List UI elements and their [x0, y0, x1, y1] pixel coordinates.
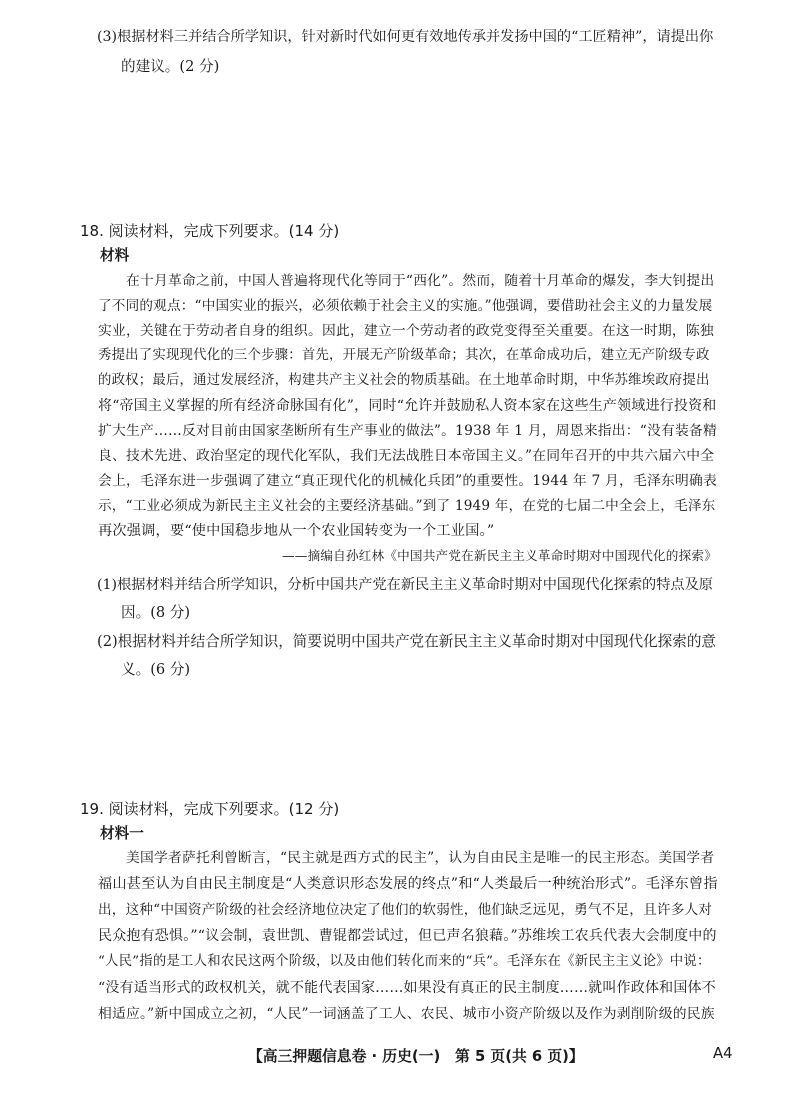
- q19-material-line: 相适应。”新中国成立之初，“人民”一词涵盖了工人、农民、城市小资产阶级以及作为剥削阶级的民族: [98, 1006, 715, 1022]
- q19-material-line: 美国学者萨托利曾断言，“民主就是西方式的民主”，认为自由民主是唯一的民主形态。美国学者: [126, 850, 715, 866]
- q17-part3-line-2: 的建议。(2 分): [121, 58, 220, 75]
- q19-material-line: 出，这种“中国资产阶级的社会经济地位决定了他们的软弱性，他们缺乏远见，勇气不足，且许多人对: [98, 902, 713, 918]
- q18-material-line: 再次强调，要“使中国稳步地从一个农业国转变为一个工业国。”: [98, 523, 495, 539]
- q18-material-line: 示，“工业必须成为新民主主义社会的主要经济基础。”到了 1949 年，在党的七届二中全会上，毛泽东: [98, 498, 716, 514]
- q18-material-line: 扩大生产……反对目前由国家垄断所有生产事业的做法”。1938 年 1 月，周恩来指出：“没有装备精: [98, 423, 718, 439]
- q18-material-line: 了不同的观点：“中国实业的振兴，必须依赖于社会主义的实施。”他强调，要借助社会主义的力量发展: [98, 298, 713, 314]
- q19-material-line: 福山甚至认为自由民主制度是“人类意识形态发展的终点”和“人类最后一种统治形式”。毛泽东曾指: [98, 876, 718, 892]
- q18-material-line: 在十月革命之前，中国人普遍将现代化等同于“西化”。然而，随着十月革命的爆发，李大钊提出: [126, 273, 715, 289]
- q18-material-line: 秀提出了实现现代化的三个步骤：首先，开展无产阶级革命；其次，在革命成功后，建立无产阶级专政: [98, 348, 710, 363]
- q18-material-line: 会上，毛泽东进一步强调了建立“真正现代化的机械化兵团”的重要性。1944 年 7 月，毛泽东明确表: [98, 473, 718, 489]
- q19-material-line: “人民”指的是工人和农民这两个阶级，以及由他们转化而来的“兵”。毛泽东在《新民主主义论》中说：: [98, 954, 711, 969]
- q18-material-line: 良、技术先进、政治坚定的现代化军队，我们无法战胜日本帝国主义。”在同年召开的中共六届六中全: [98, 448, 715, 464]
- page-footer: [0, 1045, 800, 1067]
- q17-part3-line-1: (3)根据材料三并结合所学知识，针对新时代如何更有效地传承并发扬中国的“工匠精神”，请提出你: [97, 29, 714, 45]
- footer-paper-code: A4: [713, 1045, 733, 1062]
- q19-material-label: 材料一: [100, 825, 144, 842]
- q18-part2-line-2: 义。(6 分): [121, 661, 191, 678]
- q19-material-line: “没有适当形式的政权机关，就不能代表国家……如果没有真正的民主制度……就叫作政体和国体不: [98, 980, 716, 996]
- q18-part1-line-2: 因。(8 分): [121, 604, 191, 621]
- q18-material-line: 将“帝国主义掌握的所有经济命脉国有化”，同时“允许并鼓励私人资本家在这些生产领域进行投资和: [98, 398, 717, 414]
- footer-title: 【高三押题信息卷 · 历史(一) 第 5 页(共 6 页)】: [248, 1048, 584, 1065]
- q18-material-line: 的政权；最后，通过发展经济，构建共产主义社会的物质基础。在土地革命时期，中华苏维埃政府提出: [98, 373, 710, 388]
- q19-heading: 19. 阅读材料，完成下列要求。(12 分): [80, 800, 340, 818]
- q18-source-citation: ——摘编自孙红林《中国共产党在新民主主义革命时期对中国现代化的探索》: [282, 548, 717, 563]
- q18-part1-line-1: (1)根据材料并结合所学知识，分析中国共产党在新民主主义革命时期对中国现代化探索的特点及原: [97, 577, 713, 593]
- q18-part2-line-1: (2)根据材料并结合所学知识，简要说明中国共产党在新民主主义革命时期对中国现代化探索的意: [97, 633, 717, 650]
- q19-material-line: 民众抱有恐惧。”“议会制，袁世凯、曹锟都尝试过，但已声名狼藉。”苏维埃工农兵代表大会制度中的: [98, 928, 717, 944]
- q18-material-label: 材料: [100, 247, 130, 264]
- q18-heading: 18. 阅读材料，完成下列要求。(14 分): [80, 222, 340, 240]
- q18-material-line: 实业，关键在于劳动者自身的组织。因此，建立一个劳动者的政党变得至关重要。在这一时期，陈独: [98, 323, 714, 339]
